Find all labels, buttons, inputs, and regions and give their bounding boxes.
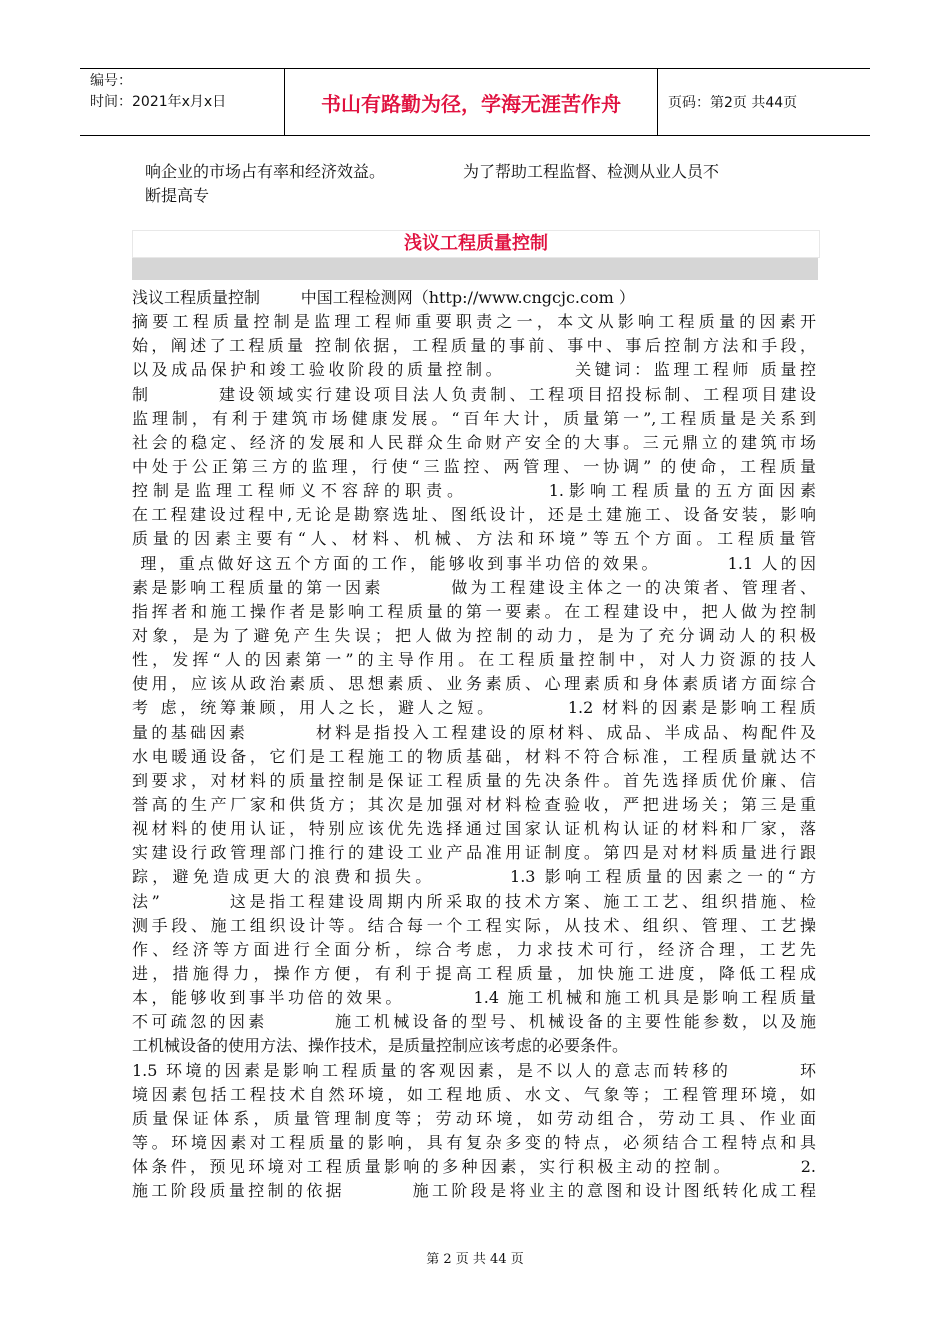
doc-code-label: 编号：: [90, 73, 132, 89]
body-line: 进，措施得力，操作方便，有利于提高工程质量，加快施工进度，降低工程成: [132, 963, 816, 983]
intro-line2: 断提高专: [145, 186, 210, 205]
intro-part2: 为了帮助工程监督、检测从业人员不: [463, 162, 720, 181]
body-line: 量的基础因素 材料是指投入工程建设的原材料、成品、半成品、构配件及: [132, 722, 816, 742]
body-line: 性，发挥“人的因素第一”的主导作用。在工程质量控制中，对人力资源的技人: [132, 650, 816, 670]
body-line: 视材料的使用认证，特别应该优先选择通过国家认证机构认证的材料和厂家，落: [132, 819, 816, 839]
body-line: 使用，应该从政治素质、思想素质、业务素质、心理素质和身体素质诸方面综合: [132, 674, 816, 694]
body-line: 指挥者和施工操作者是影响工程质量的第一要素。在工程建设中，把人做为控制: [132, 601, 816, 621]
body-line: 质量的因素主要有“人、材料、机械、方法和环境”等五个方面。工程质量管: [132, 529, 816, 549]
body-line: 工机械设备的使用方法、操作技术，是质量控制应该考虑的必要条件。: [132, 1036, 629, 1056]
body-line: 1.5 环境的因素是影响工程质量的客观因素，是不以人的意志而转移的 环: [132, 1060, 816, 1080]
body-line: 考 虑，统筹兼顾，用人之长，避人之短。 1.2 材料的因素是影响工程质: [132, 698, 816, 718]
header-meta: [80, 69, 284, 135]
body-line: 浅议工程质量控制 中国工程检测网（http://www.cngcjc.com ）: [132, 288, 635, 307]
body-line: 在工程建设过程中,无论是勘察选址、图纸设计，还是土建施工、设备安装，影响: [132, 505, 816, 525]
article-title: 浅议工程质量控制: [132, 230, 820, 258]
body-line: 以及成品保护和竣工验收阶段的质量控制。 关键词：监理工程师 质量控: [132, 360, 816, 380]
doc-date-label: 时间：2021年x月x日: [90, 94, 227, 110]
intro-paragraph: [145, 160, 815, 208]
body-line: 社会的稳定、经济的发展和人民群众生命财产安全的大事。三元鼎立的建筑市场: [132, 432, 816, 452]
body-line: 实建设行政管理部门推行的建设工业产品准用证制度。第四是对材料质量进行跟: [132, 843, 816, 863]
body-line: 本，能够收到事半功倍的效果。 1.4 施工机械和施工机具是影响工程质量: [132, 988, 816, 1008]
body-line: 理，重点做好这五个方面的工作，能够收到事半功倍的效果。 1.1 人的因: [132, 553, 816, 573]
body-line: 到要求，对材料的质量控制是保证工程质量的先决条件。首先选择质优价廉、信: [132, 770, 816, 790]
page-footer: 第 2 页 共 44 页: [426, 1252, 524, 1267]
body-line: 质量保证体系，质量管理制度等；劳动环境，如劳动组合，劳动工具、作业面: [132, 1108, 816, 1128]
body-line: 控制是监理工程师义不容辞的职责。 1.影响工程质量的五方面因素: [132, 481, 816, 501]
body-line: 体条件，预见环境对工程质量影响的多种因素，实行积极主动的控制。 2.: [132, 1157, 816, 1177]
body-line: 对象，是为了避免产生失误；把人做为控制的动力，是为了充分调动人的积极: [132, 625, 816, 645]
body-line: 作、经济等方面进行全面分析，综合考虑，力求技术可行，经济合理，工艺先: [132, 939, 816, 959]
body-line: 水电暖通设备，它们是工程施工的物质基础，材料不符合标准，工程质量就达不: [132, 746, 816, 766]
body-line: 监理制，有利于建筑市场健康发展。“百年大计，质量第一”,工程质量是关系到: [132, 408, 816, 428]
header-page-info: 页码：第2页 共44页: [668, 95, 798, 111]
header-motto: 书山有路勤为径，学海无涯苦作舟: [284, 69, 658, 135]
body-line: 境因素包括工程技术自然环境，如工程地质、水文、气象等；工程管理环境，如: [132, 1084, 816, 1104]
body-line: 中处于公正第三方的监理，行使“三监控、两管理、一协调” 的使命，工程质量: [132, 456, 816, 476]
article-body: [132, 286, 816, 1203]
body-line: 制 建设领域实行建设项目法人负责制、工程项目招投标制、工程项目建设: [132, 384, 816, 404]
title-divider-bar: [132, 258, 818, 280]
body-line: 等。环境因素对工程质量的影响，具有复杂多变的特点，必须结合工程特点和具: [132, 1132, 816, 1152]
page-header: [80, 68, 870, 136]
body-line: 素是影响工程质量的第一因素 做为工程建设主体之一的决策者、管理者、: [132, 577, 816, 597]
body-line: 不可疏忽的因素 施工机械设备的型号、机械设备的主要性能参数，以及施: [132, 1012, 816, 1032]
body-line: 法” 这是指工程建设周期内所采取的技术方案、施工工艺、组织措施、检: [132, 891, 816, 911]
body-line: 始，阐述了工程质量 控制依据，工程质量的事前、事中、事后控制方法和手段，: [132, 336, 816, 356]
intro-part1: 响企业的市场占有率和经济效益。: [145, 162, 386, 181]
body-line: 测手段、施工组织设计等。结合每一个工程实际，从技术、组织、管理、工艺操: [132, 915, 816, 935]
body-line: 踪，避免造成更大的浪费和损失。 1.3 影响工程质量的因素之一的“方: [132, 867, 816, 887]
body-line: 摘要工程质量控制是监理工程师重要职责之一，本文从影响工程质量的因素开: [132, 312, 816, 332]
body-line: 誉高的生产厂家和供货方；其次是加强对材料检查验收，严把进场关；第三是重: [132, 794, 816, 814]
body-line: 施工阶段质量控制的依据 施工阶段是将业主的意图和设计图纸转化成工程: [132, 1181, 816, 1201]
